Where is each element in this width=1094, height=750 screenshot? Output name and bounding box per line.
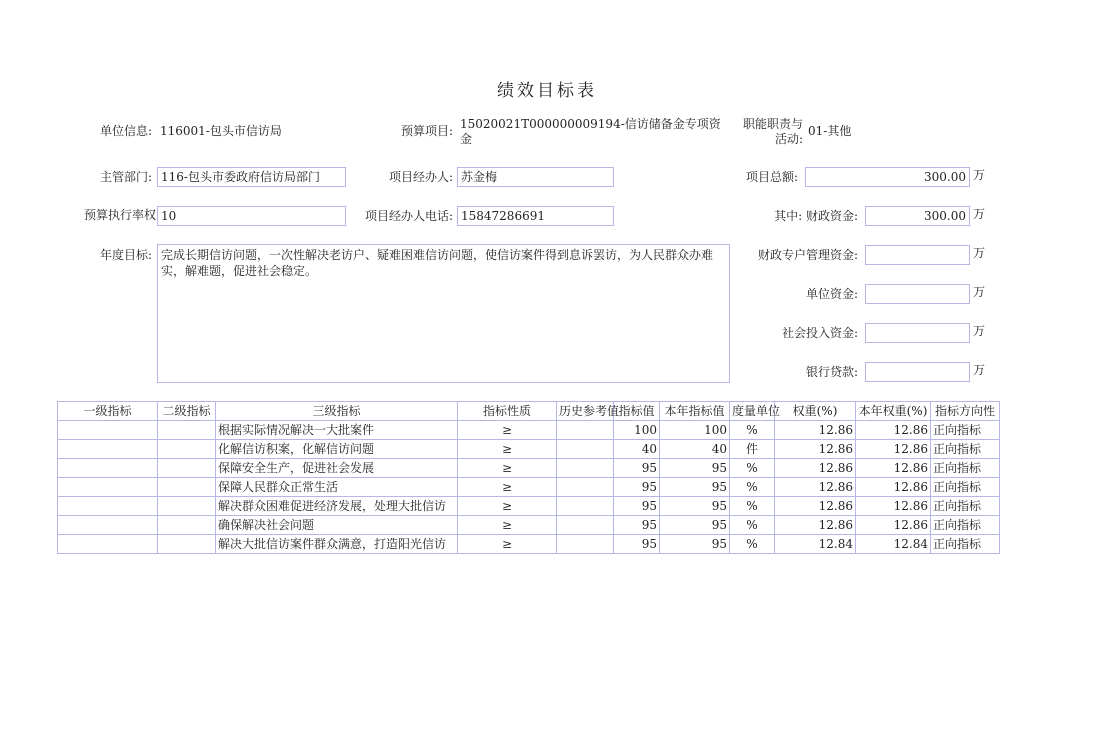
cell-value: 100 (614, 421, 660, 440)
cell-nature: ≥ (458, 478, 557, 497)
duty-label-line1: 职能职责与 (742, 117, 803, 131)
cell-year-weight: 12.86 (856, 516, 931, 535)
fiscal-fund-field[interactable]: 300.00 (865, 206, 970, 226)
cell-year-value: 95 (660, 459, 730, 478)
dept-label: 主管部门: (99, 170, 152, 184)
cell-year-weight: 12.86 (856, 478, 931, 497)
cell-level2 (158, 497, 216, 516)
cell-nature: ≥ (458, 421, 557, 440)
cell-direction: 正向指标 (931, 440, 1000, 459)
cell-level1 (58, 478, 158, 497)
unit-info-value: 116001-包头市信访局 (160, 124, 282, 138)
cell-level2 (158, 421, 216, 440)
cell-level2 (158, 440, 216, 459)
header-value: 指标值 (614, 402, 660, 421)
cell-unit: % (730, 497, 775, 516)
cell-weight: 12.86 (775, 497, 856, 516)
cell-level3: 解决大批信访案件群众满意，打造阳光信访 (216, 535, 458, 554)
cell-year-value: 95 (660, 497, 730, 516)
cell-direction: 正向指标 (931, 516, 1000, 535)
cell-level2 (158, 478, 216, 497)
table-row (58, 535, 1000, 554)
annual-goal-field[interactable]: 完成长期信访问题，一次性解决老访户、疑难困难信访问题，使信访案件得到息诉罢访，为人民群众办难实，解难题，促进社会稳定。 (157, 244, 730, 383)
cell-value: 40 (614, 440, 660, 459)
header-history: 历史参考值 (557, 402, 614, 421)
duty-value: 01-其他 (808, 124, 852, 138)
cell-nature: ≥ (458, 440, 557, 459)
cell-year-value: 100 (660, 421, 730, 440)
manager-label: 项目经办人: (388, 170, 453, 184)
cell-history (557, 497, 614, 516)
header-unit: 度量单位 (730, 402, 775, 421)
cell-nature: ≥ (458, 459, 557, 478)
manager-field[interactable]: 苏金梅 (457, 167, 614, 187)
cell-level3: 确保解决社会问题 (216, 516, 458, 535)
exec-rate-label: 预算执行率权 (83, 208, 156, 222)
cell-value: 95 (614, 497, 660, 516)
cell-value: 95 (614, 478, 660, 497)
header-year-value: 本年指标值 (660, 402, 730, 421)
table-row (58, 516, 1000, 535)
table-row (58, 421, 1000, 440)
bank-loan-label: 银行贷款: (805, 365, 858, 379)
bank-loan-field[interactable] (865, 362, 970, 382)
page-title: 绩效目标表 (497, 81, 597, 101)
annual-goal-label: 年度目标: (99, 248, 152, 262)
cell-history (557, 440, 614, 459)
cell-unit: % (730, 459, 775, 478)
budget-item-label: 预算项目: (400, 124, 453, 138)
cell-level3: 保障人民群众正常生活 (216, 478, 458, 497)
cell-history (557, 535, 614, 554)
cell-direction: 正向指标 (931, 421, 1000, 440)
header-level2: 二级指标 (158, 402, 216, 421)
cell-weight: 12.84 (775, 535, 856, 554)
cell-level1 (58, 440, 158, 459)
cell-unit: % (730, 516, 775, 535)
unit-fund-label: 单位资金: (805, 287, 858, 301)
table-row (58, 497, 1000, 516)
cell-direction: 正向指标 (931, 535, 1000, 554)
cell-weight: 12.86 (775, 478, 856, 497)
unit-fund-field[interactable] (865, 284, 970, 304)
bank-loan-unit: 万 (973, 363, 986, 377)
cell-level1 (58, 421, 158, 440)
duty-label-line2: 活动: (774, 132, 803, 146)
fiscal-fund-label: 其中: 财政资金: (774, 209, 858, 223)
cell-level3: 化解信访积案，化解信访问题 (216, 440, 458, 459)
special-account-unit: 万 (973, 246, 986, 260)
special-account-label: 财政专户管理资金: (757, 248, 858, 262)
cell-weight: 12.86 (775, 459, 856, 478)
cell-level2 (158, 516, 216, 535)
cell-level2 (158, 535, 216, 554)
total-amount-field[interactable]: 300.00 (805, 167, 970, 187)
cell-year-weight: 12.86 (856, 440, 931, 459)
budget-item-value: 15020021T000000009194-信访储备金专项资金 (460, 117, 721, 146)
cell-nature: ≥ (458, 535, 557, 554)
cell-weight: 12.86 (775, 516, 856, 535)
cell-level3: 根据实际情况解决一大批案件 (216, 421, 458, 440)
exec-rate-field[interactable]: 10 (157, 206, 346, 226)
table-row (58, 478, 1000, 497)
unit-fund-unit: 万 (973, 285, 986, 299)
cell-year-weight: 12.84 (856, 535, 931, 554)
fiscal-fund-unit: 万 (973, 207, 986, 221)
social-fund-field[interactable] (865, 323, 970, 343)
table-header-row (58, 402, 1000, 421)
dept-field[interactable]: 116-包头市委政府信访局部门 (157, 167, 346, 187)
cell-unit: 件 (730, 440, 775, 459)
cell-year-weight: 12.86 (856, 459, 931, 478)
cell-level1 (58, 535, 158, 554)
header-nature: 指标性质 (458, 402, 557, 421)
cell-unit: % (730, 535, 775, 554)
cell-weight: 12.86 (775, 421, 856, 440)
header-level3: 三级指标 (216, 402, 458, 421)
cell-history (557, 516, 614, 535)
cell-year-value: 95 (660, 535, 730, 554)
special-account-field[interactable] (865, 245, 970, 265)
header-weight: 权重(%) (775, 402, 856, 421)
cell-nature: ≥ (458, 497, 557, 516)
cell-level1 (58, 459, 158, 478)
cell-year-value: 95 (660, 478, 730, 497)
cell-year-weight: 12.86 (856, 421, 931, 440)
social-fund-label: 社会投入资金: (781, 326, 858, 340)
cell-history (557, 478, 614, 497)
total-amount-label: 项目总额: (745, 170, 798, 184)
cell-unit: % (730, 421, 775, 440)
cell-level1 (58, 516, 158, 535)
header-direction: 指标方向性 (931, 402, 1000, 421)
cell-direction: 正向指标 (931, 478, 1000, 497)
cell-direction: 正向指标 (931, 497, 1000, 516)
indicator-table (57, 401, 1000, 554)
cell-level2 (158, 459, 216, 478)
cell-weight: 12.86 (775, 440, 856, 459)
cell-value: 95 (614, 535, 660, 554)
cell-level3: 保障安全生产，促进社会发展 (216, 459, 458, 478)
cell-year-value: 95 (660, 516, 730, 535)
header-level1: 一级指标 (58, 402, 158, 421)
header-year-weight: 本年权重(%) (856, 402, 931, 421)
cell-year-value: 40 (660, 440, 730, 459)
cell-year-weight: 12.86 (856, 497, 931, 516)
cell-direction: 正向指标 (931, 459, 1000, 478)
cell-level3: 解决群众困难促进经济发展，处理大批信访 (216, 497, 458, 516)
table-row (58, 440, 1000, 459)
social-fund-unit: 万 (973, 324, 986, 338)
total-amount-unit: 万 (973, 168, 986, 182)
cell-value: 95 (614, 516, 660, 535)
cell-value: 95 (614, 459, 660, 478)
manager-phone-field[interactable]: 15847286691 (457, 206, 614, 226)
cell-nature: ≥ (458, 516, 557, 535)
cell-history (557, 459, 614, 478)
manager-phone-label: 项目经办人电话: (364, 209, 453, 223)
unit-info-label: 单位信息: (99, 124, 152, 138)
cell-level1 (58, 497, 158, 516)
table-row (58, 459, 1000, 478)
cell-unit: % (730, 478, 775, 497)
cell-history (557, 421, 614, 440)
